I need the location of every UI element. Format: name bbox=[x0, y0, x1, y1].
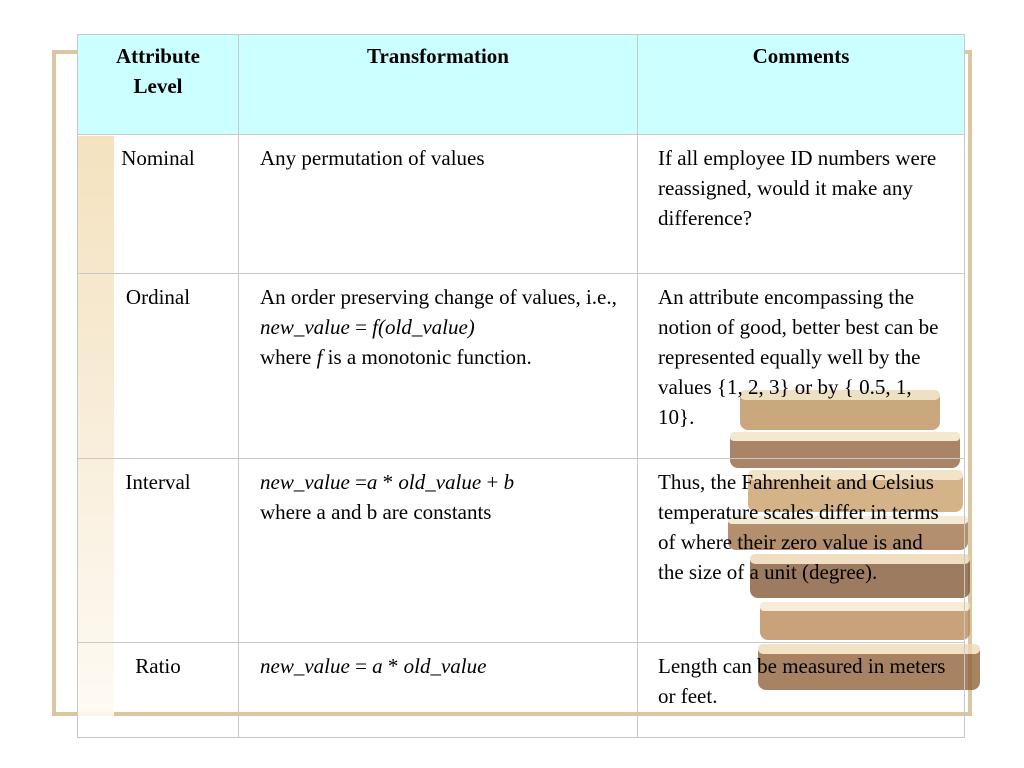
level-cell: Ordinal bbox=[78, 274, 239, 459]
formula-term: old_value bbox=[403, 654, 487, 678]
formula-term: old_value bbox=[398, 470, 482, 494]
transformation-cell bbox=[239, 459, 638, 643]
attribute-levels-table bbox=[77, 34, 965, 738]
table-row bbox=[78, 274, 965, 459]
formula-term: f(old_value) bbox=[372, 315, 475, 339]
comment-cell: Length can be measured in meters or feet. bbox=[638, 643, 965, 738]
transformation-text: An order preserving change of values, i.e., bbox=[260, 285, 617, 309]
header-attribute-level: Attribute Level bbox=[78, 35, 239, 135]
formula-term: b bbox=[503, 470, 515, 494]
formula-term: a bbox=[366, 470, 378, 494]
formula-term: f bbox=[316, 345, 323, 369]
transformation-text: is a monotonic function. bbox=[322, 345, 532, 369]
formula-term: new_value bbox=[260, 654, 350, 678]
comment-cell: If all employee ID numbers were reassigned, would it make any difference? bbox=[638, 135, 965, 274]
table-header-row bbox=[78, 35, 965, 135]
level-cell: Interval bbox=[78, 459, 239, 643]
comment-cell: Thus, the Fahrenheit and Celsius temperature scales differ in terms of where their zero value is and the size of a unit (degree). bbox=[638, 459, 965, 643]
transformation-text: where a and b are constants bbox=[260, 500, 492, 524]
header-comments: Comments bbox=[638, 35, 965, 135]
formula-term: new_value bbox=[260, 470, 350, 494]
header-transformation: Transformation bbox=[239, 35, 638, 135]
transformation-text: where bbox=[260, 345, 317, 369]
transformation-cell bbox=[239, 274, 638, 459]
formula-operator: * bbox=[377, 470, 399, 494]
formula-term: a bbox=[372, 654, 383, 678]
formula-operator: * bbox=[382, 654, 404, 678]
transformation-cell bbox=[239, 643, 638, 738]
transformation-cell: Any permutation of values bbox=[239, 135, 638, 274]
formula-term: new_value bbox=[260, 315, 350, 339]
level-cell: Nominal bbox=[78, 135, 239, 274]
table-row bbox=[78, 643, 965, 738]
formula-operator: = bbox=[349, 470, 367, 494]
table-row bbox=[78, 135, 965, 274]
formula-operator: + bbox=[481, 470, 504, 494]
formula-operator: = bbox=[349, 654, 373, 678]
table-row bbox=[78, 459, 965, 643]
formula-operator: = bbox=[349, 315, 373, 339]
level-cell: Ratio bbox=[78, 643, 239, 738]
comment-cell: An attribute encompassing the notion of good, better best can be represented equally well by the values {1, 2, 3} or by { 0.5, 1, 10}. bbox=[638, 274, 965, 459]
